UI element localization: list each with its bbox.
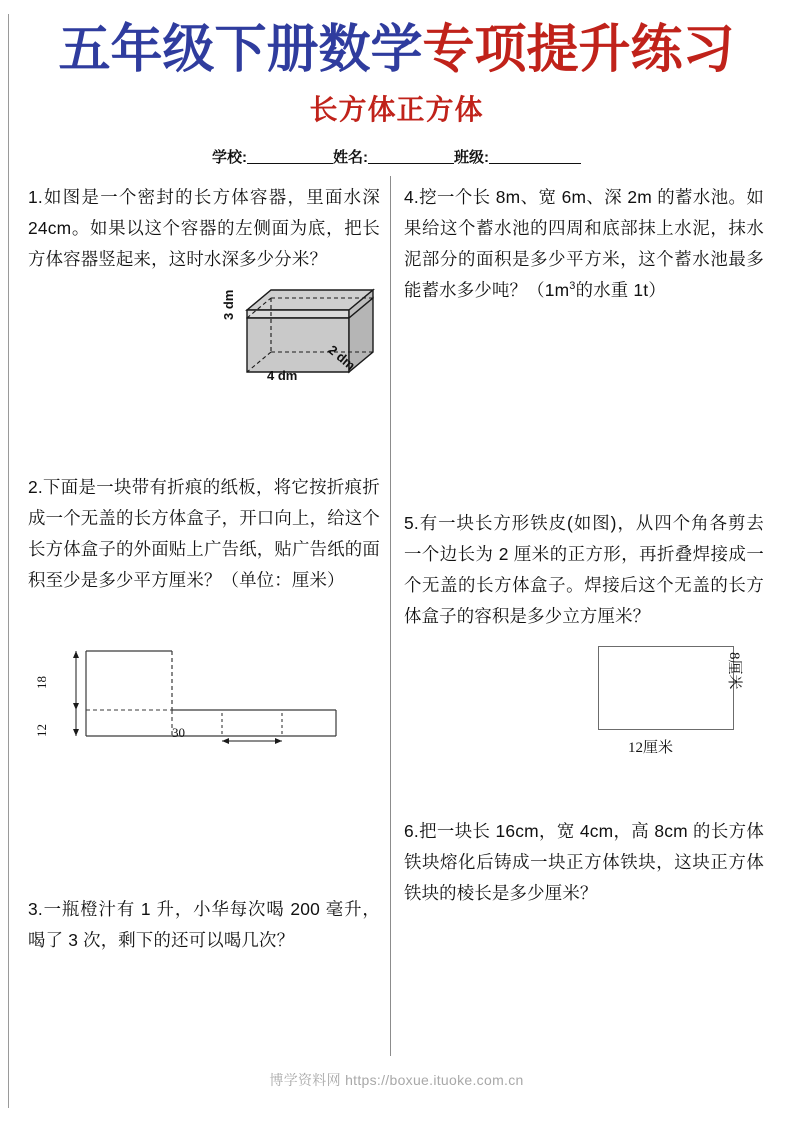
figure-cuboid-container bbox=[223, 280, 383, 388]
cuboid-length-label: 4 dm bbox=[267, 368, 298, 383]
question-6 bbox=[404, 816, 764, 909]
rectangle-height-label: 8厘米 bbox=[726, 652, 742, 690]
figure-net-container bbox=[24, 637, 354, 745]
column-divider bbox=[390, 176, 391, 1056]
question-5-text: 5.有一块长方形铁皮(如图)，从四个角各剪去一个边长为 2 厘米的正方形，再折叠焊接成一个无盖的长方体盒子。焊接后这个无盖的长方体盒子的容积是多少立方厘米？ bbox=[404, 513, 764, 626]
name-blank-field[interactable] bbox=[368, 149, 454, 164]
school-blank-field[interactable] bbox=[247, 149, 333, 164]
question-3 bbox=[28, 894, 380, 956]
question-4-text-part2: 的水重 1t） bbox=[575, 280, 666, 300]
question-4-text bbox=[404, 182, 764, 306]
rectangle-sheet-shape bbox=[598, 646, 734, 730]
page-title bbox=[0, 22, 793, 78]
question-4 bbox=[404, 182, 764, 306]
net-bottom-height-label: 12 bbox=[34, 724, 49, 737]
question-4-text-part1: 4.挖一个长 8m、宽 6m、深 2m 的蓄水池。如果给这个蓄水池的四周和底部抹上水泥，抹水泥部分的面积是多少平方米，这个蓄水池最多能蓄水多少吨？（1m bbox=[404, 187, 764, 300]
net-diagram bbox=[24, 637, 354, 745]
page-subtitle: 长方体正方体 bbox=[309, 94, 484, 125]
question-2-text: 2.下面是一块带有折痕的纸板，将它按折痕折成一个无盖的长方体盒子，开口向上，给这个长方体盒子的外面贴上广告纸，贴广告纸的面积至少是多少平方厘米？（单位：厘米） bbox=[28, 477, 380, 590]
cuboid-height-label: 3 dm bbox=[221, 289, 236, 320]
name-label: 姓名: bbox=[333, 149, 368, 166]
student-info-line bbox=[0, 146, 793, 167]
net-top-height-label: 18 bbox=[34, 676, 49, 689]
school-label: 学校: bbox=[212, 149, 247, 166]
question-3-text: 3.一瓶橙汁有 1 升，小华每次喝 200 毫升，喝了 3 次，剩下的还可以喝几次？ bbox=[28, 899, 380, 950]
question-4-superscript: 3 bbox=[569, 280, 576, 293]
question-5 bbox=[404, 508, 764, 756]
page-title-red-part: 专项提升练习 bbox=[422, 21, 735, 79]
footer-watermark: 博学资料网 https://boxue.ituoke.com.cn bbox=[269, 1072, 524, 1088]
figure-rectangle-container bbox=[590, 644, 762, 768]
cuboid-diagram bbox=[223, 280, 383, 388]
class-label: 班级: bbox=[454, 149, 489, 166]
page-left-rule bbox=[8, 14, 9, 1108]
class-blank-field[interactable] bbox=[489, 149, 581, 164]
question-6-text: 6.把一块长 16cm，宽 4cm，高 8cm 的长方体铁块熔化后铸成一块正方体铁块，这块正方体铁块的棱长是多少厘米？ bbox=[404, 821, 764, 903]
net-width-label: 30 bbox=[172, 725, 185, 740]
rectangle-width-label: 12厘米 bbox=[628, 740, 674, 756]
question-1 bbox=[28, 182, 380, 383]
question-2 bbox=[28, 472, 380, 740]
cuboid-depth-label: 2 dm bbox=[325, 342, 359, 373]
page-title-blue-part: 五年级下册数学 bbox=[58, 21, 423, 79]
question-1-text: 1.如图是一个密封的长方体容器，里面水深 24cm。如果以这个容器的左侧面为底，把长方体容器竖起来，这时水深多少分米？ bbox=[28, 187, 380, 269]
